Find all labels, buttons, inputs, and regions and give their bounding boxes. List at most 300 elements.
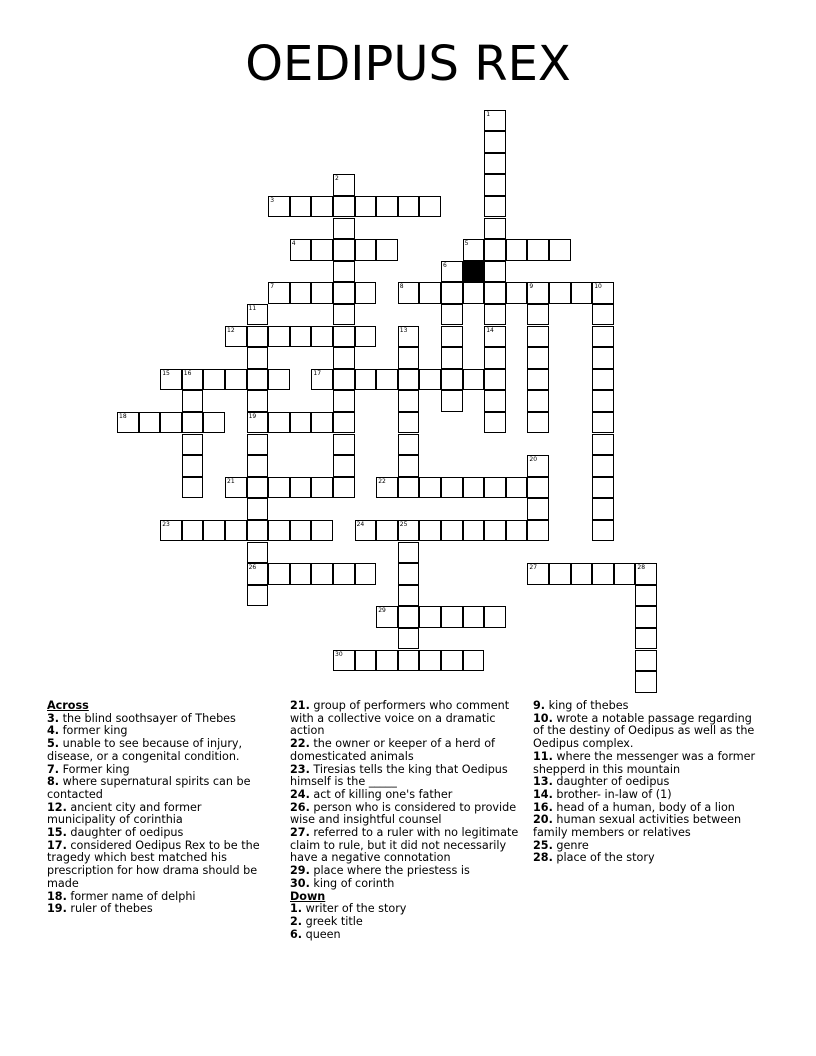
clue-number-label: 8 — [399, 283, 404, 291]
clue-item — [290, 700, 522, 738]
grid-cell[interactable] — [311, 282, 333, 304]
grid-cell[interactable] — [441, 390, 463, 412]
clue-text: where the messenger was a former shepperd in this mountain — [533, 749, 756, 776]
clue-text: Tiresias tells the king that Oedipus himself is the _____ — [290, 762, 508, 789]
grid-cell[interactable] — [527, 282, 549, 304]
grid-cell[interactable] — [355, 650, 377, 672]
clue-text: wrote a notable passage regarding of the destiny of Oedipus as well as the Oedipus complex. — [533, 711, 755, 751]
grid-cell[interactable] — [139, 412, 161, 434]
grid-cell[interactable] — [333, 455, 355, 477]
clue-number: 17. — [47, 838, 67, 852]
grid-cell[interactable] — [463, 477, 485, 499]
grid-cell[interactable] — [182, 390, 204, 412]
grid-cell[interactable] — [592, 282, 614, 304]
clue-item — [533, 751, 765, 776]
clue-number-label: 21 — [227, 477, 235, 485]
grid-cell[interactable] — [463, 282, 485, 304]
across-heading: Across — [47, 699, 89, 712]
clue-text: group of performers who comment with a collective voice on a dramatic action — [290, 699, 510, 738]
grid-cell[interactable] — [117, 412, 139, 434]
grid-cell[interactable] — [311, 196, 333, 218]
grid-cell[interactable] — [506, 520, 528, 542]
clue-number-label: 30 — [335, 650, 343, 658]
grid-cell[interactable] — [441, 347, 463, 369]
clue-item — [47, 903, 272, 916]
grid-cell[interactable] — [355, 326, 377, 348]
clue-item — [533, 814, 765, 839]
grid-cell[interactable] — [290, 239, 312, 261]
clue-number-label: 9 — [529, 283, 534, 291]
clue-number: 18. — [47, 889, 67, 903]
grid-cell[interactable] — [247, 542, 269, 564]
grid-cell[interactable] — [484, 326, 506, 348]
grid-cell[interactable] — [247, 498, 269, 520]
grid-cell[interactable] — [592, 304, 614, 326]
grid-cell[interactable] — [333, 434, 355, 456]
grid-cell[interactable] — [376, 196, 398, 218]
clue-item — [290, 802, 522, 827]
down-column — [533, 700, 765, 865]
clue-text: unable to see because of injury, disease, or a congenital condition. — [47, 737, 243, 763]
clue-text: ancient city and former municipality of corinthia — [47, 800, 202, 827]
grid-cell[interactable] — [376, 239, 398, 261]
grid-cell[interactable] — [247, 412, 269, 434]
clue-text: daughter of oedipus — [66, 826, 184, 840]
grid-cell[interactable] — [398, 520, 420, 542]
grid-cell[interactable] — [333, 412, 355, 434]
grid-cell[interactable] — [527, 326, 549, 348]
grid-cell[interactable] — [484, 520, 506, 542]
grid-cell[interactable] — [398, 412, 420, 434]
grid-cell[interactable] — [571, 563, 593, 585]
grid-cell[interactable] — [290, 282, 312, 304]
clue-text: ruler of thebes — [66, 902, 153, 916]
grid-cell[interactable] — [527, 563, 549, 585]
grid-cell[interactable] — [484, 110, 506, 132]
grid-cell[interactable] — [355, 563, 377, 585]
down-heading: Down — [290, 889, 326, 903]
clue-number: 3. — [47, 711, 60, 725]
grid-cell[interactable] — [268, 520, 290, 542]
clue-number: 16. — [533, 800, 553, 814]
grid-cell[interactable] — [592, 520, 614, 542]
clue-number: 23. — [290, 762, 310, 776]
grid-cell[interactable] — [333, 196, 355, 218]
grid-cell[interactable] — [527, 477, 549, 499]
grid-cell[interactable] — [333, 347, 355, 369]
grid-cell[interactable] — [419, 520, 441, 542]
grid-cell[interactable] — [592, 369, 614, 391]
clue-text: king of thebes — [545, 699, 629, 712]
clue-number: 28. — [533, 851, 553, 865]
grid-cell[interactable] — [398, 477, 420, 499]
clue-number: 5. — [47, 737, 60, 751]
clue-text: greek title — [302, 914, 363, 928]
clue-number: 27. — [290, 826, 310, 840]
grid-cell[interactable] — [419, 282, 441, 304]
grid-cell[interactable] — [247, 520, 269, 542]
grid-cell[interactable] — [484, 347, 506, 369]
grid-cell[interactable] — [333, 304, 355, 326]
grid-cell[interactable] — [355, 520, 377, 542]
grid-cell[interactable] — [398, 650, 420, 672]
grid-cell[interactable] — [419, 196, 441, 218]
clue-text: former name of delphi — [66, 889, 196, 903]
clue-item — [47, 738, 272, 763]
grid-cell[interactable] — [484, 153, 506, 175]
grid-cell[interactable] — [463, 606, 485, 628]
grid-cell[interactable] — [311, 326, 333, 348]
clue-number-label: 13 — [399, 326, 408, 334]
grid-cell[interactable] — [484, 131, 506, 153]
clue-number: 11. — [533, 749, 553, 763]
grid-cell[interactable] — [376, 369, 398, 391]
grid-cell[interactable] — [355, 282, 377, 304]
grid-cell[interactable] — [247, 563, 269, 585]
clue-number: 26. — [290, 800, 310, 814]
grid-cell[interactable] — [592, 390, 614, 412]
grid-cell[interactable] — [592, 412, 614, 434]
grid-cell[interactable] — [484, 218, 506, 240]
grid-cell[interactable] — [333, 239, 355, 261]
clue-text: king of corinth — [309, 876, 395, 890]
grid-cell[interactable] — [311, 369, 333, 391]
grid-cell[interactable] — [290, 196, 312, 218]
clue-number-label: 12 — [227, 326, 235, 334]
grid-cell[interactable] — [398, 455, 420, 477]
grid-cell[interactable] — [419, 650, 441, 672]
clue-text: queen — [302, 927, 341, 941]
grid-cell[interactable] — [225, 520, 247, 542]
clue-number: 8. — [47, 775, 60, 789]
clue-number-label: 1 — [486, 110, 491, 118]
clue-number-label: 19 — [248, 412, 257, 420]
clue-number: 15. — [47, 826, 67, 840]
black-square — [463, 261, 485, 283]
grid-cell[interactable] — [376, 520, 398, 542]
grid-cell[interactable] — [484, 261, 506, 283]
grid-cell[interactable] — [225, 369, 247, 391]
clue-number-label: 14 — [486, 326, 494, 334]
clue-number-label: 2 — [335, 175, 339, 183]
grid-cell[interactable] — [398, 434, 420, 456]
grid-cell[interactable] — [592, 347, 614, 369]
grid-cell[interactable] — [398, 196, 420, 218]
clue-number: 25. — [533, 838, 553, 852]
clue-number-label: 6 — [443, 261, 447, 269]
grid-cell[interactable] — [333, 650, 355, 672]
grid-cell[interactable] — [398, 347, 420, 369]
grid-cell[interactable] — [527, 498, 549, 520]
grid-cell[interactable] — [311, 412, 333, 434]
clue-number: 24. — [290, 787, 310, 801]
grid-cell[interactable] — [333, 369, 355, 391]
clue-number-label: 16 — [183, 369, 192, 377]
grid-cell[interactable] — [268, 477, 290, 499]
clue-text: writer of the story — [302, 902, 407, 916]
grid-cell[interactable] — [592, 477, 614, 499]
grid-cell[interactable] — [268, 369, 290, 391]
grid-cell[interactable] — [333, 261, 355, 283]
grid-cell[interactable] — [527, 347, 549, 369]
grid-cell[interactable] — [635, 628, 657, 650]
clue-number: 6. — [290, 927, 303, 941]
clue-number-label: 10 — [594, 283, 602, 291]
clue-number: 12. — [47, 800, 67, 814]
clue-text: place of the story — [552, 851, 655, 865]
grid-cell[interactable] — [506, 282, 528, 304]
clue-number: 4. — [47, 724, 60, 738]
grid-cell[interactable] — [441, 520, 463, 542]
grid-cell[interactable] — [182, 434, 204, 456]
grid-cell[interactable] — [290, 326, 312, 348]
grid-cell[interactable] — [247, 477, 269, 499]
clue-text: person who is considered to provide wise and insightful counsel — [290, 800, 517, 827]
grid-cell[interactable] — [484, 304, 506, 326]
grid-cell[interactable] — [527, 520, 549, 542]
grid-cell[interactable] — [398, 628, 420, 650]
grid-cell[interactable] — [182, 455, 204, 477]
grid-cell[interactable] — [333, 326, 355, 348]
grid-cell[interactable] — [463, 369, 485, 391]
clue-number-label: 11 — [248, 304, 257, 312]
clue-text: where supernatural spirits can be contacted — [47, 775, 251, 801]
grid-cell[interactable] — [398, 542, 420, 564]
clue-number-label: 5 — [464, 240, 469, 248]
clue-item — [47, 776, 272, 801]
clue-number-label: 17 — [313, 369, 322, 377]
clue-text: genre — [552, 838, 589, 852]
clue-number-label: 26 — [248, 564, 257, 572]
grid-cell[interactable] — [203, 520, 225, 542]
grid-cell[interactable] — [247, 390, 269, 412]
grid-cell[interactable] — [441, 369, 463, 391]
grid-cell[interactable] — [592, 563, 614, 585]
clue-text: considered Oedipus Rex to be the tragedy which best matched his prescription for how drama should be made — [47, 838, 260, 890]
clue-text: place where the priestess is — [309, 864, 470, 878]
clue-item — [47, 840, 272, 891]
clue-number: 22. — [290, 737, 310, 751]
grid-cell[interactable] — [592, 326, 614, 348]
grid-cell[interactable] — [268, 196, 290, 218]
grid-cell[interactable] — [441, 650, 463, 672]
grid-cell[interactable] — [247, 434, 269, 456]
clue-number: 1. — [290, 902, 303, 916]
grid-cell[interactable] — [592, 498, 614, 520]
grid-cell[interactable] — [311, 520, 333, 542]
clue-number-label: 28 — [637, 564, 646, 572]
grid-cell[interactable] — [268, 326, 290, 348]
across-column-2 — [290, 700, 522, 941]
grid-cell[interactable] — [463, 239, 485, 261]
grid-cell[interactable] — [484, 196, 506, 218]
clue-number-label: 4 — [291, 240, 296, 248]
clue-text: Former king — [59, 762, 130, 776]
clue-number: 10. — [533, 711, 553, 725]
clue-number: 19. — [47, 902, 67, 916]
clue-item — [290, 878, 522, 891]
grid-cell[interactable] — [484, 390, 506, 412]
grid-cell[interactable] — [441, 304, 463, 326]
clue-number: 30. — [290, 876, 310, 890]
grid-cell[interactable] — [592, 434, 614, 456]
clue-number: 14. — [533, 787, 553, 801]
grid-cell[interactable] — [355, 369, 377, 391]
clue-item — [290, 738, 522, 763]
grid-cell[interactable] — [527, 369, 549, 391]
grid-cell[interactable] — [549, 239, 571, 261]
grid-cell[interactable] — [441, 477, 463, 499]
clue-number-label: 20 — [529, 456, 538, 464]
grid-cell[interactable] — [398, 585, 420, 607]
grid-cell[interactable] — [333, 218, 355, 240]
grid-cell[interactable] — [549, 282, 571, 304]
clue-text: brother- in-law of (1) — [552, 787, 672, 801]
clue-number-label: 25 — [399, 520, 408, 528]
grid-cell[interactable] — [398, 369, 420, 391]
grid-cell[interactable] — [527, 304, 549, 326]
grid-cell[interactable] — [333, 174, 355, 196]
clue-number: 9. — [533, 699, 546, 712]
clue-item — [290, 827, 522, 865]
grid-cell[interactable] — [419, 477, 441, 499]
grid-cell[interactable] — [484, 282, 506, 304]
grid-cell[interactable] — [419, 606, 441, 628]
grid-cell[interactable] — [484, 412, 506, 434]
clue-text: head of a human, body of a lion — [552, 800, 735, 814]
grid-cell[interactable] — [441, 282, 463, 304]
grid-cell[interactable] — [527, 239, 549, 261]
grid-cell[interactable] — [268, 412, 290, 434]
clue-number: 20. — [533, 813, 553, 827]
grid-cell[interactable] — [441, 261, 463, 283]
grid-cell[interactable] — [441, 326, 463, 348]
clue-number-label: 18 — [119, 412, 127, 420]
grid-cell[interactable] — [160, 412, 182, 434]
grid-cell[interactable] — [506, 477, 528, 499]
grid-cell[interactable] — [355, 239, 377, 261]
grid-cell[interactable] — [182, 477, 204, 499]
grid-cell[interactable] — [182, 369, 204, 391]
grid-cell[interactable] — [247, 326, 269, 348]
clue-number-label: 15 — [162, 369, 170, 377]
grid-cell[interactable] — [247, 585, 269, 607]
grid-cell[interactable] — [592, 455, 614, 477]
clue-number: 21. — [290, 699, 310, 712]
grid-cell[interactable] — [290, 563, 312, 585]
grid-cell[interactable] — [333, 477, 355, 499]
grid-cell[interactable] — [333, 563, 355, 585]
grid-cell[interactable] — [182, 520, 204, 542]
grid-cell[interactable] — [635, 671, 657, 693]
grid-cell[interactable] — [398, 326, 420, 348]
grid-cell[interactable] — [398, 282, 420, 304]
grid-cell[interactable] — [203, 369, 225, 391]
grid-cell[interactable] — [484, 477, 506, 499]
grid-cell[interactable] — [635, 650, 657, 672]
grid-cell[interactable] — [160, 520, 182, 542]
grid-cell[interactable] — [247, 347, 269, 369]
grid-cell[interactable] — [225, 477, 247, 499]
grid-cell[interactable] — [376, 477, 398, 499]
clue-item — [290, 764, 522, 789]
grid-cell[interactable] — [290, 477, 312, 499]
grid-cell[interactable] — [247, 369, 269, 391]
clue-number: 7. — [47, 762, 60, 776]
grid-cell[interactable] — [549, 563, 571, 585]
grid-cell[interactable] — [376, 650, 398, 672]
grid-cell[interactable] — [333, 282, 355, 304]
grid-cell[interactable] — [484, 606, 506, 628]
clue-item — [290, 929, 522, 942]
grid-cell[interactable] — [527, 455, 549, 477]
clue-text: the owner or keeper of a herd of domesticated animals — [290, 737, 495, 763]
grid-cell[interactable] — [203, 412, 225, 434]
grid-cell[interactable] — [527, 390, 549, 412]
clue-number-label: 27 — [529, 564, 538, 572]
grid-cell[interactable] — [484, 369, 506, 391]
grid-cell[interactable] — [290, 520, 312, 542]
grid-cell[interactable] — [484, 174, 506, 196]
grid-cell[interactable] — [268, 563, 290, 585]
puzzle-title: OEDIPUS REX — [245, 36, 571, 92]
grid-cell[interactable] — [290, 412, 312, 434]
clue-text: act of killing one's father — [309, 787, 453, 801]
grid-cell[interactable] — [311, 563, 333, 585]
clue-item — [533, 852, 765, 865]
grid-cell[interactable] — [311, 477, 333, 499]
grid-cell[interactable] — [614, 563, 636, 585]
grid-cell[interactable] — [571, 282, 593, 304]
grid-cell[interactable] — [398, 606, 420, 628]
grid-cell[interactable] — [635, 585, 657, 607]
grid-cell[interactable] — [463, 520, 485, 542]
grid-cell[interactable] — [268, 282, 290, 304]
grid-cell[interactable] — [333, 390, 355, 412]
grid-cell[interactable] — [419, 369, 441, 391]
grid-cell[interactable] — [247, 304, 269, 326]
grid-cell[interactable] — [311, 239, 333, 261]
grid-cell[interactable] — [355, 196, 377, 218]
grid-cell[interactable] — [635, 563, 657, 585]
clue-number-label: 24 — [356, 520, 365, 528]
clue-number: 29. — [290, 864, 310, 878]
grid-cell[interactable] — [398, 563, 420, 585]
grid-cell[interactable] — [484, 239, 506, 261]
grid-cell[interactable] — [376, 606, 398, 628]
grid-cell[interactable] — [506, 239, 528, 261]
grid-cell[interactable] — [441, 606, 463, 628]
clue-number-label: 22 — [378, 477, 386, 485]
grid-cell[interactable] — [527, 412, 549, 434]
clue-item — [47, 802, 272, 827]
across-column-1 — [47, 700, 272, 916]
grid-cell[interactable] — [182, 412, 204, 434]
clue-number: 2. — [290, 914, 303, 928]
clue-text: daughter of oedipus — [552, 775, 670, 789]
clue-item — [533, 713, 765, 751]
grid-cell[interactable] — [463, 650, 485, 672]
grid-cell[interactable] — [225, 326, 247, 348]
grid-cell[interactable] — [160, 369, 182, 391]
grid-cell[interactable] — [635, 606, 657, 628]
clue-number-label: 3 — [270, 196, 275, 204]
grid-cell[interactable] — [398, 390, 420, 412]
grid-cell[interactable] — [247, 455, 269, 477]
clue-number-label: 29 — [378, 607, 386, 615]
clue-text: human sexual activities between family members or relatives — [533, 813, 742, 840]
clue-number-label: 7 — [270, 283, 275, 291]
